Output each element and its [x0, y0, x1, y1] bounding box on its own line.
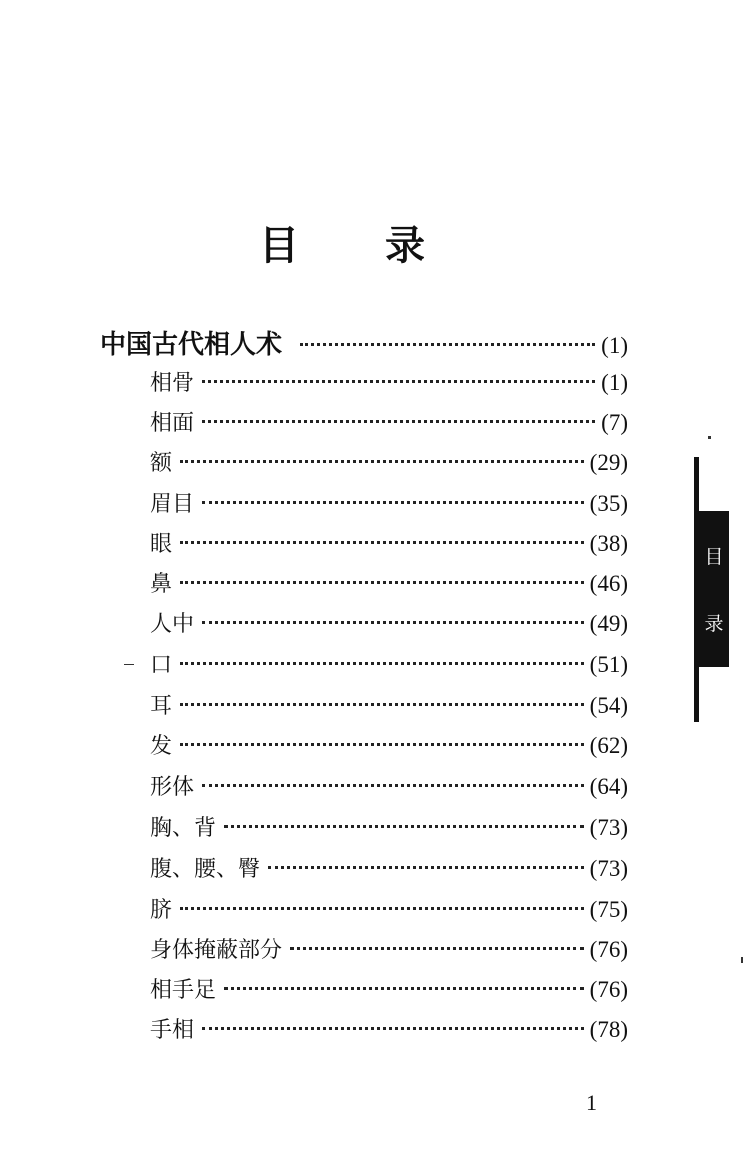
toc-entry-page: (46)	[589, 571, 628, 596]
toc-entry-page: (49)	[589, 611, 628, 636]
toc-entry-label: 额	[150, 451, 173, 476]
scan-speck	[708, 436, 711, 439]
toc-entry-label: 形体	[150, 775, 195, 800]
toc-entry-page: (73)	[589, 856, 628, 881]
toc-entry[interactable]	[150, 933, 628, 967]
toc-entry-label: 眼	[150, 532, 173, 557]
toc-entry[interactable]	[150, 567, 628, 601]
toc-entry[interactable]	[150, 729, 628, 763]
toc-entry-page: (76)	[589, 937, 628, 962]
page-title: 目 录	[259, 223, 461, 269]
toc-entry-label: 腹、腰、臀	[150, 857, 261, 882]
dot-leader	[202, 501, 584, 504]
dot-leader	[290, 947, 584, 950]
section-tab-char: 目	[704, 546, 724, 568]
dot-leader	[224, 987, 584, 990]
toc-entry-page: (29)	[589, 450, 628, 475]
dot-leader	[202, 1027, 584, 1030]
toc-entry[interactable]	[150, 607, 628, 641]
toc-entry[interactable]	[150, 527, 628, 561]
dot-leader	[224, 825, 584, 828]
toc-entry-page: (7)	[601, 410, 628, 435]
toc-entry-label: 耳	[150, 694, 173, 719]
toc-entry[interactable]	[150, 689, 628, 723]
toc-entry-label: 胸、背	[150, 816, 217, 841]
toc-entry-page: (78)	[589, 1017, 628, 1042]
toc-entry[interactable]	[150, 487, 628, 521]
scan-speck	[741, 957, 743, 963]
dot-leader	[202, 784, 584, 787]
toc-entry[interactable]	[150, 446, 628, 480]
toc-entry-label: 身体掩蔽部分	[150, 938, 283, 963]
toc-entry-page: (75)	[589, 897, 628, 922]
dot-leader	[268, 866, 584, 869]
toc-entry-label: 眉目	[150, 492, 195, 517]
toc-entry-page: (62)	[589, 733, 628, 758]
toc-entry-label: 相手足	[150, 978, 217, 1003]
toc-entry-page: (38)	[589, 531, 628, 556]
toc-entry-label: 手相	[150, 1018, 195, 1043]
toc-entry-label: 鼻	[150, 572, 173, 597]
dot-leader	[202, 380, 595, 383]
section-tab-char: 录	[704, 613, 724, 635]
dot-leader	[180, 460, 584, 463]
page-number: 1	[586, 1090, 597, 1115]
toc-entry-label: 脐	[150, 898, 173, 923]
toc-entry[interactable]	[150, 852, 628, 886]
toc-entry-label: 中国古代相人术	[100, 330, 283, 360]
toc-entry-page: (76)	[589, 977, 628, 1002]
toc-entry-page: (54)	[589, 693, 628, 718]
dot-leader	[202, 621, 584, 624]
toc-entry-label: 相面	[150, 411, 195, 436]
section-tab	[699, 511, 729, 667]
dot-leader	[180, 581, 584, 584]
toc-entry-page: (64)	[589, 774, 628, 799]
toc-entry[interactable]	[150, 366, 628, 400]
toc-entry[interactable]	[150, 1013, 628, 1047]
toc-entry-page: (1)	[601, 370, 628, 395]
toc-entry[interactable]	[150, 973, 628, 1007]
toc-entry[interactable]	[150, 406, 628, 440]
toc-entry-label: 相骨	[150, 371, 195, 396]
toc-entry[interactable]	[150, 811, 628, 845]
dot-leader	[300, 343, 595, 346]
toc-entry[interactable]	[150, 893, 628, 927]
scan-speck	[124, 664, 134, 665]
toc-entry-label: 发	[150, 734, 173, 759]
dot-leader	[180, 743, 584, 746]
dot-leader	[202, 420, 595, 423]
dot-leader	[180, 907, 584, 910]
toc-entry-label: 口	[150, 653, 173, 678]
toc-entry-page: (1)	[601, 333, 628, 358]
toc-entry[interactable]	[150, 648, 628, 682]
toc-entry-page: (51)	[589, 652, 628, 677]
dot-leader	[180, 662, 584, 665]
toc-entry-page: (73)	[589, 815, 628, 840]
toc-entry-label: 人中	[150, 612, 195, 637]
toc-entry[interactable]	[100, 328, 628, 362]
toc-entry[interactable]	[150, 770, 628, 804]
dot-leader	[180, 703, 584, 706]
dot-leader	[180, 541, 584, 544]
toc-entry-page: (35)	[589, 491, 628, 516]
